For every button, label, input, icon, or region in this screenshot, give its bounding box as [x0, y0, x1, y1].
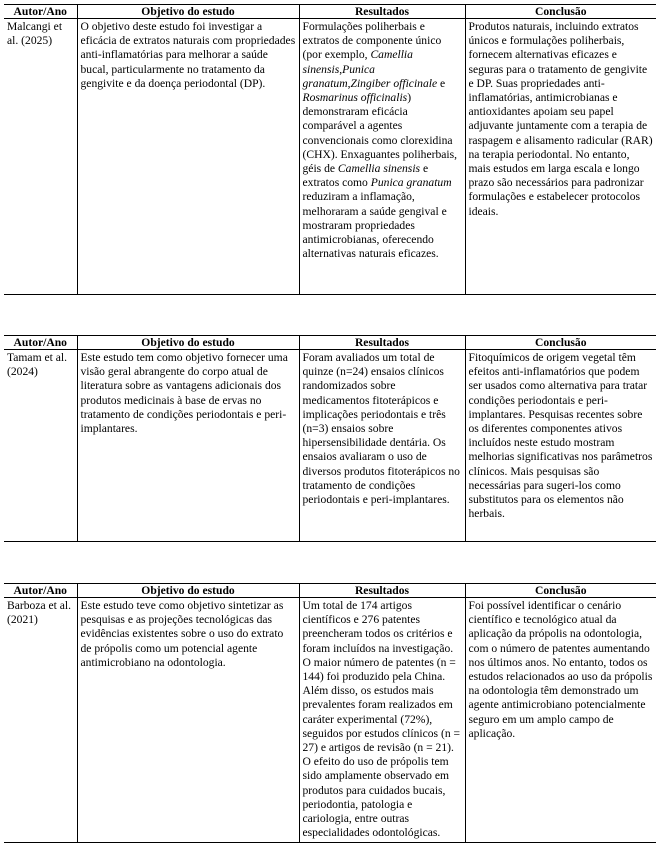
table-header-row	[4, 5, 656, 19]
author-cell: Malcangi et al. (2025)	[4, 19, 77, 295]
table-row	[4, 19, 656, 295]
conclusion-cell: Foi possível identificar o cenário científico e tecnológico atual da aplicação da própolis na odontologia, com o número de patentes aumentando nos últimos anos. No entanto, todos os estudos relacionados ao uso da própolis na odontologia têm demonstrado um agente antimicrobiano potencialmente seguro em um amplo campo de aplicação.	[465, 598, 656, 843]
study-table-tamam	[4, 335, 656, 542]
header-objective: Objetivo do estudo	[77, 584, 299, 598]
objective-cell: O objetivo deste estudo foi investigar a eficácia de extratos naturais com propriedades anti-inflamatórias para melhorar a saúde bucal, particularmente no tratamento da gengivite e da doença periodontal (DP).	[77, 19, 299, 295]
table-header-row	[4, 336, 656, 350]
header-conclusion: Conclusão	[465, 5, 656, 19]
objective-cell: Este estudo tem como objetivo fornecer uma visão geral abrangente do corpo atual de literatura sobre as vantagens adicionais dos produtos medicinais à base de ervas no tratamento de condições periodontais e peri-implantares.	[77, 350, 299, 542]
header-author: Autor/Ano	[4, 5, 77, 19]
conclusion-cell: Fitoquímicos de origem vegetal têm efeitos anti-inflamatórios que podem ser usados como alternativa para tratar condições periodontais e peri-implantares. Pesquisas recentes sobre os diferentes componentes ativos incluídos neste estudo mostram melhorias significativas nos parâmetros clínicos. Mais pesquisas são necessárias para sugeri-los como substitutos para os elementos não herbais.	[465, 350, 656, 542]
header-author: Autor/Ano	[4, 336, 77, 350]
study-table-malcangi	[4, 4, 656, 295]
header-conclusion: Conclusão	[465, 584, 656, 598]
study-table-barboza	[4, 583, 656, 843]
table-row	[4, 350, 656, 542]
author-cell: Tamam et al. (2024)	[4, 350, 77, 542]
results-cell: Foram avaliados um total de quinze (n=24) ensaios clínicos randomizados sobre medicamentos fitoterápicos e implicações periodontais e três (n=3) ensaios sobre hipersensibilidade dentária. Os ensaios avaliaram o uso de diversos produtos fitoterápicos no tratamento de condições periodontais e peri-implantares.	[299, 350, 465, 542]
author-cell: Barboza et al. (2021)	[4, 598, 77, 843]
header-objective: Objetivo do estudo	[77, 5, 299, 19]
results-cell: Formulações poliherbais e extratos de componente único (por exemplo, Camellia sinensis,Punica granatum,Zingiber officinale e Rosmarinus officinalis) demonstraram eficácia comparável a agentes convencionais como clorexidina (CHX). Enxaguantes poliherbais, géis de Camellia sinensis e extratos como Punica granatum reduziram a inflamação, melhoraram a saúde gengival e mostraram propriedades antimicrobianas, oferecendo alternativas naturais eficazes.	[299, 19, 465, 295]
header-results: Resultados	[299, 5, 465, 19]
header-results: Resultados	[299, 584, 465, 598]
conclusion-cell: Produtos naturais, incluindo extratos únicos e formulações poliherbais, fornecem alternativas eficazes e seguras para o tratamento de gengivite e DP. Suas propriedades anti-inflamatórias, antimicrobianas e antioxidantes apoiam seu papel adjuvante juntamente com a terapia de raspagem e alisamento radicular (RAR) na terapia periodontal. No entanto, mais estudos em larga escala e longo prazo são necessários para padronizar formulações e estabelecer protocolos ideais.	[465, 19, 656, 295]
header-objective: Objetivo do estudo	[77, 336, 299, 350]
table-header-row	[4, 584, 656, 598]
results-cell: Um total de 174 artigos científicos e 276 patentes preencheram todos os critérios e foram incluídos na investigação. O maior número de patentes (n = 144) foi produzido pela China. Além disso, os estudos mais prevalentes foram realizados em caráter experimental (72%), seguidos por estudos clínicos (n = 27) e artigos de revisão (n = 21). O efeito do uso de própolis tem sido amplamente observado em produtos para cuidados bucais, periodontia, patologia e cariologia, entre outras especialidades odontológicas.	[299, 598, 465, 843]
header-results: Resultados	[299, 336, 465, 350]
objective-cell: Este estudo teve como objetivo sintetizar as pesquisas e as projeções tecnológicas das evidências existentes sobre o uso do extrato de própolis como um potencial agente antimicrobiano na odontologia.	[77, 598, 299, 843]
table-row	[4, 598, 656, 843]
header-conclusion: Conclusão	[465, 336, 656, 350]
header-author: Autor/Ano	[4, 584, 77, 598]
